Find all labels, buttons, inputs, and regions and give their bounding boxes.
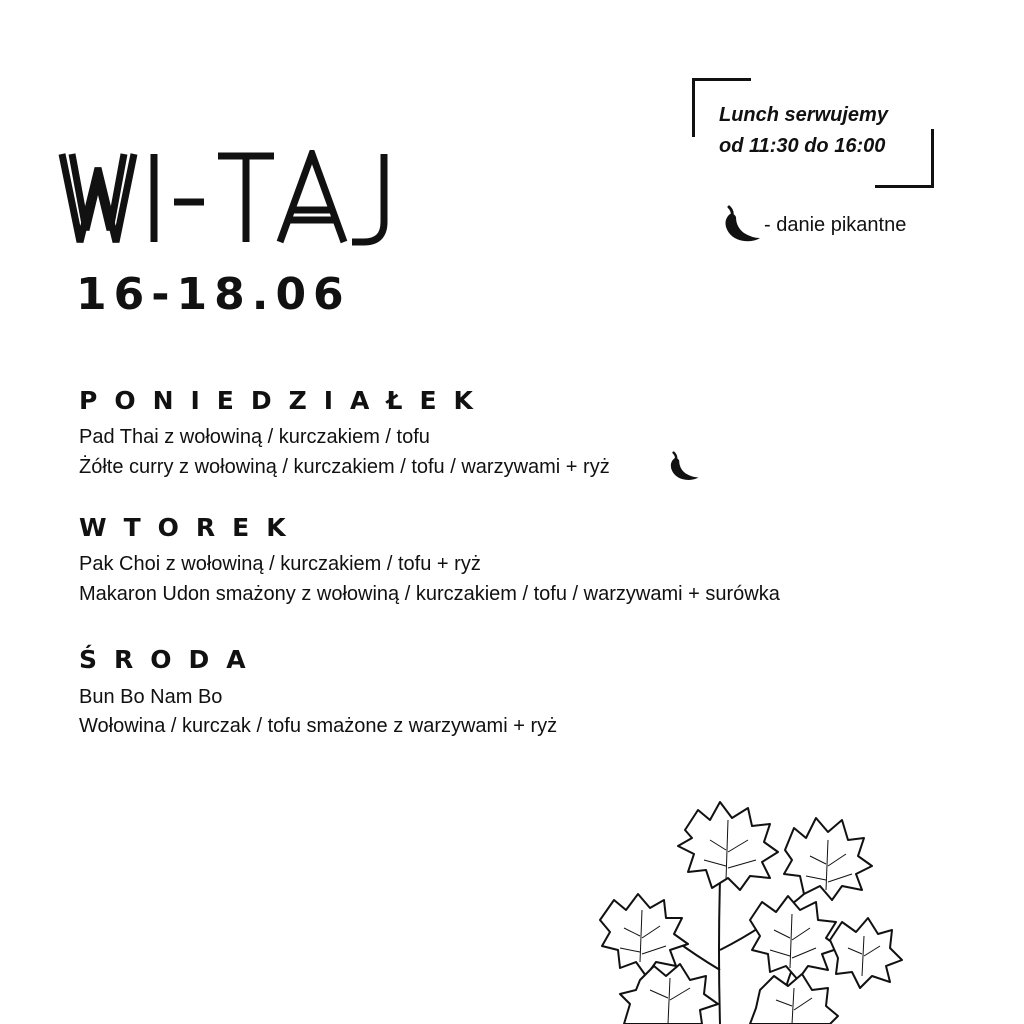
date-range: 16-18.06 <box>76 269 351 320</box>
dish-monday-1: Pad Thai z wołowiną / kurczakiem / tofu <box>79 426 430 448</box>
dish-tuesday-2: Makaron Udon smażony z wołowiną / kurczakiem / tofu / warzywami + surówka <box>79 583 780 605</box>
chili-pepper-icon <box>666 451 702 483</box>
day-heading-tuesday: WTOREK <box>79 513 303 542</box>
lunch-hours-line2: od 11:30 do 16:00 <box>719 135 886 157</box>
dish-wednesday-2: Wołowina / kurczak / tofu smażone z warzywami + ryż <box>79 715 558 737</box>
lunch-hours-box <box>692 78 934 188</box>
spicy-legend <box>720 205 906 245</box>
lunch-hours-line1: Lunch serwujemy <box>719 104 888 126</box>
lunch-hours-text <box>719 100 888 162</box>
dish-tuesday-1: Pak Choi z wołowiną / kurczakiem / tofu + ryż <box>79 553 481 575</box>
coriander-illustration-icon <box>580 790 910 1024</box>
dish-monday-2: Żółte curry z wołowiną / kurczakiem / tofu / warzywami + ryż <box>79 456 610 478</box>
logo-wi-taj <box>58 150 398 250</box>
day-heading-monday: PONIEDZIAŁEK <box>79 386 490 415</box>
legend-label: - danie pikantne <box>764 213 907 236</box>
chili-pepper-icon <box>720 205 764 245</box>
day-heading-wednesday: ŚRODA <box>79 645 263 674</box>
dish-wednesday-1: Bun Bo Nam Bo <box>79 686 223 708</box>
